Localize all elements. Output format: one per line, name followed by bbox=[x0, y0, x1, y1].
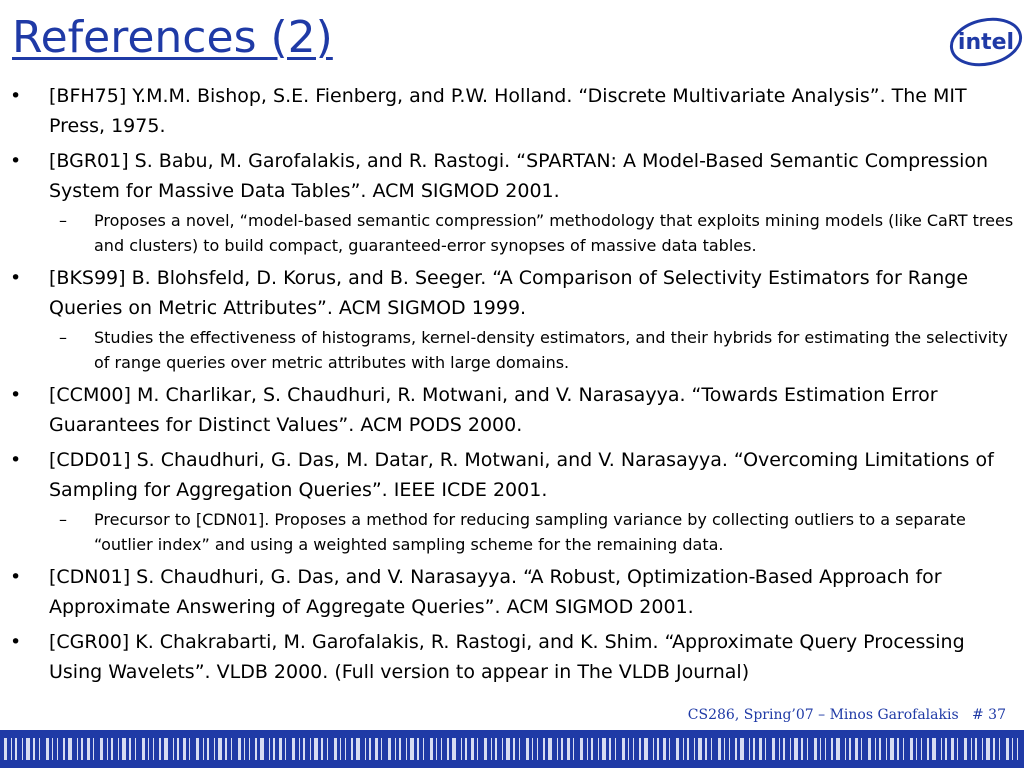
reference-text: [BKS99] B. Blohsfeld, D. Korus, and B. Seeger. “A Comparison of Selectivity Estimators for Range Queries on Metric Attributes”. ACM SIGMOD 1999. bbox=[49, 267, 969, 319]
bullet-dot: • bbox=[10, 150, 22, 172]
note-text: Studies the effectiveness of histograms, kernel-density estimators, and their hybrids for estimating the selectivity of range queries over metric attributes with large domains. bbox=[94, 328, 1008, 372]
bullet-dot: • bbox=[10, 449, 22, 471]
reference-text: [CDD01] S. Chaudhuri, G. Das, M. Datar, R. Motwani, and V. Narasayya. “Overcoming Limitations of Sampling for Aggregation Queries”. IEEE ICDE 2001. bbox=[49, 449, 994, 501]
reference-item bbox=[10, 82, 1018, 141]
reference-note bbox=[10, 208, 1018, 258]
reference-item bbox=[10, 563, 1018, 622]
reference-text: [BGR01] S. Babu, M. Garofalakis, and R. Rastogi. “SPARTAN: A Model-Based Semantic Compression System for Massive Data Tables”. ACM SIGMOD 2001. bbox=[49, 150, 989, 202]
note-dash: – bbox=[59, 328, 67, 347]
bullet-dot: • bbox=[10, 631, 22, 653]
bullet-dot: • bbox=[10, 566, 22, 588]
note-text: Precursor to [CDN01]. Proposes a method for reducing sampling variance by collecting outliers to a separate “outlier index” and using a weighted sampling scheme for the remaining data. bbox=[94, 510, 966, 554]
bullet-dot: • bbox=[10, 384, 22, 406]
note-dash: – bbox=[59, 510, 67, 529]
reference-item bbox=[10, 381, 1018, 440]
logo-text: intel bbox=[957, 30, 1015, 55]
reference-text: [BFH75] Y.M.M. Bishop, S.E. Fienberg, and P.W. Holland. “Discrete Multivariate Analysis”. The MIT Press, 1975. bbox=[49, 85, 967, 137]
reference-note bbox=[10, 325, 1018, 375]
reference-text: [CDN01] S. Chaudhuri, G. Das, and V. Narasayya. “A Robust, Optimization-Based Approach for Approximate Answering of Aggregate Queries”. ACM SIGMOD 2001. bbox=[49, 566, 942, 618]
reference-text: [CGR00] K. Chakrabarti, M. Garofalakis, R. Rastogi, and K. Shim. “Approximate Query Processing Using Wavelets”. VLDB 2000. (Full version to appear in The VLDB Journal) bbox=[49, 631, 965, 683]
bullet-dot: • bbox=[10, 85, 22, 107]
note-text: Proposes a novel, “model-based semantic compression” methodology that exploits mining models (like CaRT trees and clusters) to build compact, guaranteed-error synopses of massive data tables. bbox=[94, 211, 1014, 255]
footer-bar bbox=[0, 730, 1024, 768]
reference-item bbox=[10, 147, 1018, 206]
reference-list bbox=[10, 82, 1018, 687]
footer bbox=[688, 707, 1006, 723]
slide-title: References (2) bbox=[12, 12, 333, 63]
footer-course: CS286, Spring’07 – Minos Garofalakis bbox=[687, 707, 959, 723]
page-number: # 37 bbox=[972, 707, 1006, 723]
reference-item bbox=[10, 446, 1018, 505]
reference-item bbox=[10, 628, 1018, 687]
reference-text: [CCM00] M. Charlikar, S. Chaudhuri, R. Motwani, and V. Narasayya. “Towards Estimation Error Guarantees for Distinct Values”. ACM PODS 2000. bbox=[49, 384, 938, 436]
reference-item bbox=[10, 264, 1018, 323]
bullet-dot: • bbox=[10, 267, 22, 289]
note-dash: – bbox=[59, 211, 67, 230]
intel-logo bbox=[948, 16, 1024, 68]
reference-note bbox=[10, 507, 1018, 557]
